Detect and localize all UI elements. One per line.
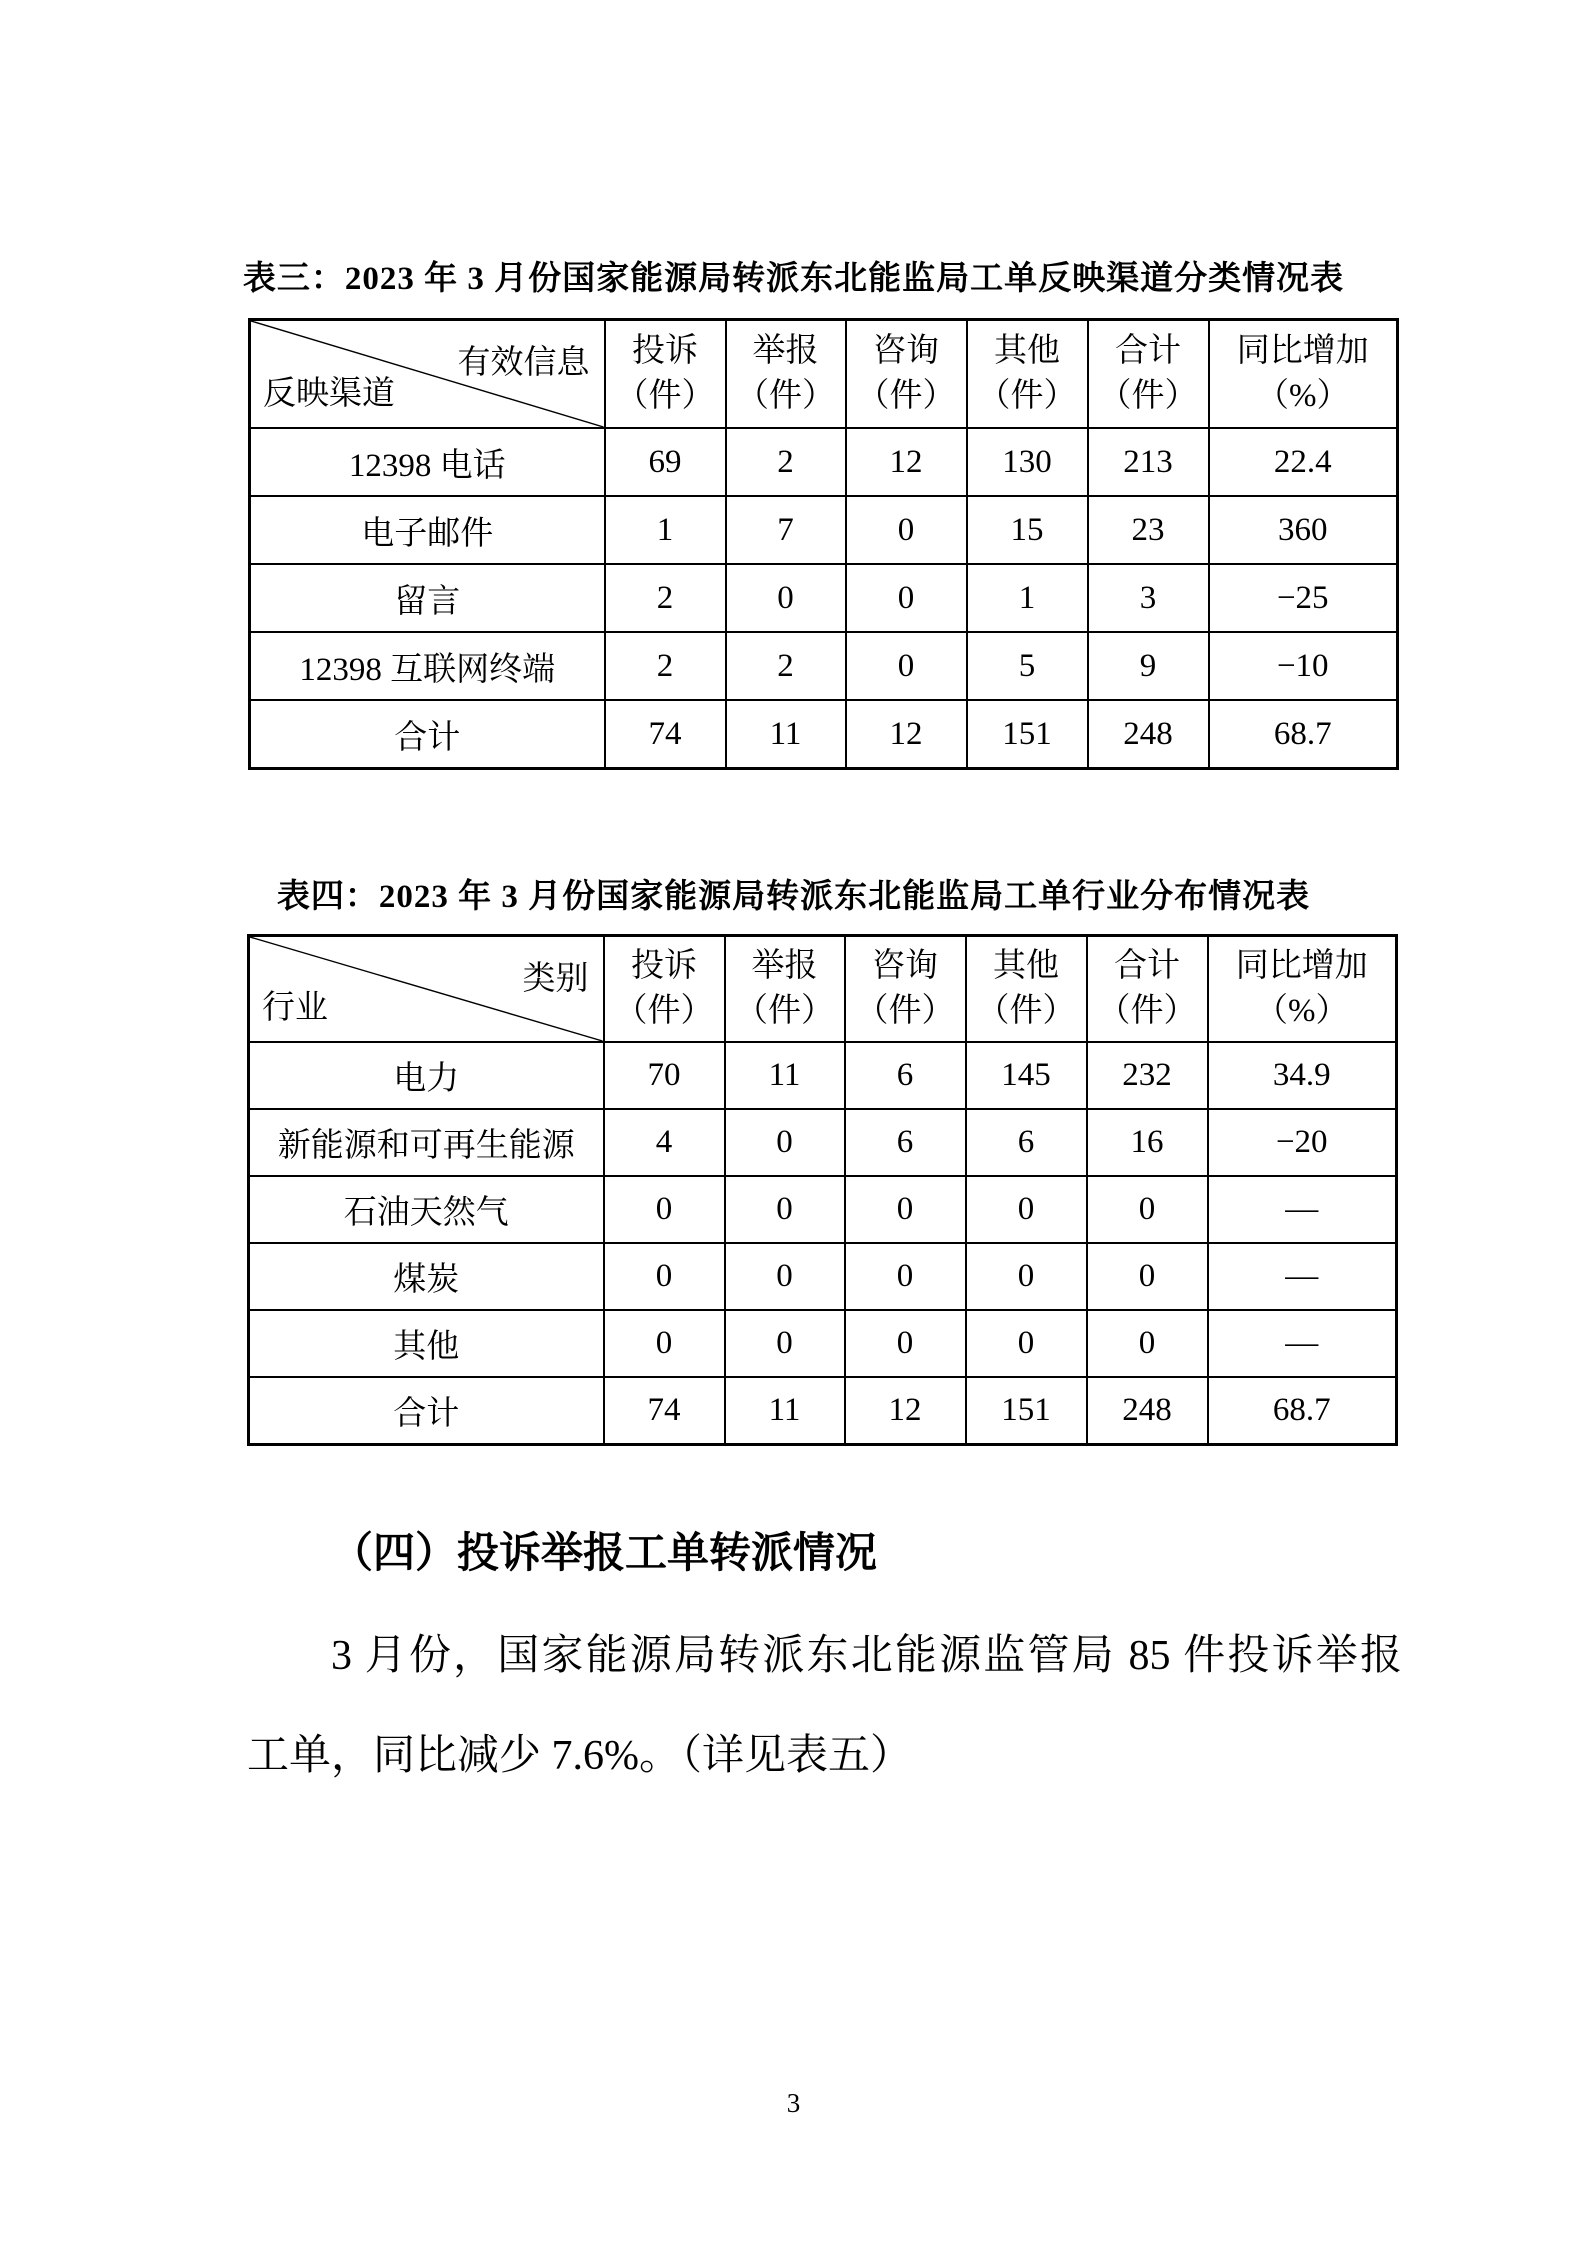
cell-value: 22.4: [1209, 428, 1398, 496]
corner-cell: [250, 320, 605, 429]
cell-value: 0: [725, 1310, 845, 1377]
cell-value: 4: [604, 1109, 725, 1176]
cell-value: 6: [845, 1042, 966, 1109]
table-row: [250, 428, 1398, 496]
cell-value: 0: [726, 564, 846, 632]
cell-value: 145: [966, 1042, 1087, 1109]
cell-value: 0: [846, 564, 967, 632]
column-header: [726, 320, 846, 429]
cell-value: 0: [966, 1243, 1087, 1310]
cell-value: 0: [725, 1243, 845, 1310]
table-row: [250, 564, 1398, 632]
column-header: [1087, 936, 1208, 1043]
column-header-line1: 投诉: [632, 333, 698, 370]
table-row: [249, 1176, 1397, 1243]
cell-value: —: [1208, 1176, 1397, 1243]
row-label: 其他: [249, 1310, 604, 1377]
cell-value: 0: [1087, 1310, 1208, 1377]
cell-value: 0: [1087, 1243, 1208, 1310]
column-header-line1: 投诉: [631, 948, 697, 985]
cell-value: 0: [966, 1310, 1087, 1377]
cell-value: 248: [1088, 700, 1209, 769]
column-header: [966, 936, 1087, 1043]
column-header-line2: （件）: [977, 378, 1077, 414]
row-label: 合计: [249, 1377, 604, 1445]
row-label: 留言: [250, 564, 605, 632]
cell-value: 15: [967, 496, 1088, 564]
column-header-line2: （件）: [855, 993, 955, 1029]
column-header-line1: 同比增加: [1235, 948, 1368, 985]
table-row: [250, 632, 1398, 700]
column-header: [1209, 320, 1398, 429]
cell-value: −10: [1209, 632, 1398, 700]
cell-value: 12: [846, 700, 967, 769]
cell-value: 9: [1088, 632, 1209, 700]
row-label: 煤炭: [249, 1243, 604, 1310]
cell-value: 0: [846, 496, 967, 564]
column-header-line1: 咨询: [873, 333, 939, 370]
row-label: 合计: [250, 700, 605, 769]
column-header: [845, 936, 966, 1043]
cell-value: 6: [845, 1109, 966, 1176]
row-label: 电力: [249, 1042, 604, 1109]
column-header-line2: （件）: [615, 378, 715, 414]
cell-value: 34.9: [1208, 1042, 1397, 1109]
cell-value: 0: [725, 1109, 845, 1176]
cell-value: 2: [605, 564, 726, 632]
cell-value: 0: [845, 1310, 966, 1377]
cell-value: 68.7: [1209, 700, 1398, 769]
cell-value: 0: [846, 632, 967, 700]
cell-value: 6: [966, 1109, 1087, 1176]
row-label: 电子邮件: [250, 496, 605, 564]
cell-value: 16: [1087, 1109, 1208, 1176]
column-header-line1: 咨询: [872, 948, 938, 985]
table-row: [249, 1042, 1397, 1109]
column-header-line1: 合计: [1114, 948, 1180, 985]
table-row: [249, 1377, 1397, 1445]
cell-value: 12: [845, 1377, 966, 1445]
cell-value: 0: [845, 1176, 966, 1243]
table3-header-row: [250, 320, 1398, 429]
cell-value: 0: [1087, 1176, 1208, 1243]
cell-value: 151: [967, 700, 1088, 769]
row-label: 新能源和可再生能源: [249, 1109, 604, 1176]
column-header-line1: 举报: [752, 333, 819, 370]
corner-label-top: 类别: [522, 961, 589, 997]
column-header-line2: （件）: [1098, 378, 1198, 414]
cell-value: 70: [604, 1042, 725, 1109]
cell-value: 0: [966, 1176, 1087, 1243]
column-header-line2: （件）: [856, 378, 956, 414]
cell-value: 0: [604, 1243, 725, 1310]
paragraph-line: 3 月份，国家能源局转派东北能源监管局 85 件投诉举报: [331, 1633, 1402, 1679]
row-label: 12398 电话: [250, 428, 605, 496]
column-header-line1: 其他: [994, 333, 1060, 370]
column-header: [605, 320, 726, 429]
cell-value: 2: [605, 632, 726, 700]
cell-value: 232: [1087, 1042, 1208, 1109]
corner-label-bottom: 反映渠道: [263, 376, 395, 412]
corner-label-bottom: 行业: [262, 990, 328, 1026]
cell-value: −25: [1209, 564, 1398, 632]
table-row: [249, 1310, 1397, 1377]
cell-value: 3: [1088, 564, 1209, 632]
column-header-line2: （件）: [1097, 993, 1197, 1029]
cell-value: 69: [605, 428, 726, 496]
column-header-line1: 举报: [751, 948, 818, 985]
cell-value: 2: [726, 428, 846, 496]
cell-value: 74: [604, 1377, 725, 1445]
table3-title: 表三：2023 年 3 月份国家能源局转派东北能监局工单反映渠道分类情况表: [242, 261, 1345, 297]
cell-value: 360: [1209, 496, 1398, 564]
cell-value: 0: [604, 1176, 725, 1243]
cell-value: 12: [846, 428, 967, 496]
column-header-line2: （件）: [614, 993, 714, 1029]
paragraph-line: 工单，同比减少 7.6%。（详见表五）: [247, 1733, 912, 1779]
cell-value: 0: [845, 1243, 966, 1310]
column-header: [604, 936, 725, 1043]
cell-value: 1: [605, 496, 726, 564]
cell-value: 0: [604, 1310, 725, 1377]
page-number: 3: [786, 2088, 801, 2118]
cell-value: 2: [726, 632, 846, 700]
table-row: [249, 1109, 1397, 1176]
column-header-line1: 同比增加: [1236, 333, 1369, 370]
column-header: [846, 320, 967, 429]
cell-value: 5: [967, 632, 1088, 700]
column-header: [967, 320, 1088, 429]
cell-value: 11: [726, 700, 846, 769]
row-label: 12398 互联网终端: [250, 632, 605, 700]
table-row: [249, 1243, 1397, 1310]
column-header-line2: （%）: [1256, 378, 1350, 414]
row-label: 石油天然气: [249, 1176, 604, 1243]
cell-value: −20: [1208, 1109, 1397, 1176]
section-heading: （四）投诉举报工单转派情况: [331, 1531, 878, 1577]
cell-value: 130: [967, 428, 1088, 496]
table4-header-row: [249, 936, 1397, 1043]
table3: [248, 318, 1399, 770]
cell-value: 23: [1088, 496, 1209, 564]
table-row: [250, 496, 1398, 564]
cell-value: 74: [605, 700, 726, 769]
column-header-line2: （件）: [735, 993, 834, 1029]
cell-value: 11: [725, 1377, 845, 1445]
column-header-line2: （件）: [736, 378, 835, 414]
cell-value: 0: [725, 1176, 845, 1243]
column-header: [725, 936, 845, 1043]
column-header-line1: 其他: [993, 948, 1059, 985]
cell-value: 68.7: [1208, 1377, 1397, 1445]
column-header-line2: （件）: [976, 993, 1076, 1029]
corner-cell: [249, 936, 604, 1043]
table4: [247, 934, 1398, 1446]
cell-value: 248: [1087, 1377, 1208, 1445]
cell-value: 11: [725, 1042, 845, 1109]
cell-value: —: [1208, 1243, 1397, 1310]
corner-label-top: 有效信息: [457, 345, 590, 381]
table4-title: 表四：2023 年 3 月份国家能源局转派东北能监局工单行业分布情况表: [276, 879, 1311, 915]
cell-value: 213: [1088, 428, 1209, 496]
column-header-line1: 合计: [1115, 333, 1181, 370]
cell-value: 151: [966, 1377, 1087, 1445]
table-row: [250, 700, 1398, 769]
column-header-line2: （%）: [1255, 993, 1349, 1029]
cell-value: 7: [726, 496, 846, 564]
column-header: [1088, 320, 1209, 429]
cell-value: —: [1208, 1310, 1397, 1377]
column-header: [1208, 936, 1397, 1043]
cell-value: 1: [967, 564, 1088, 632]
